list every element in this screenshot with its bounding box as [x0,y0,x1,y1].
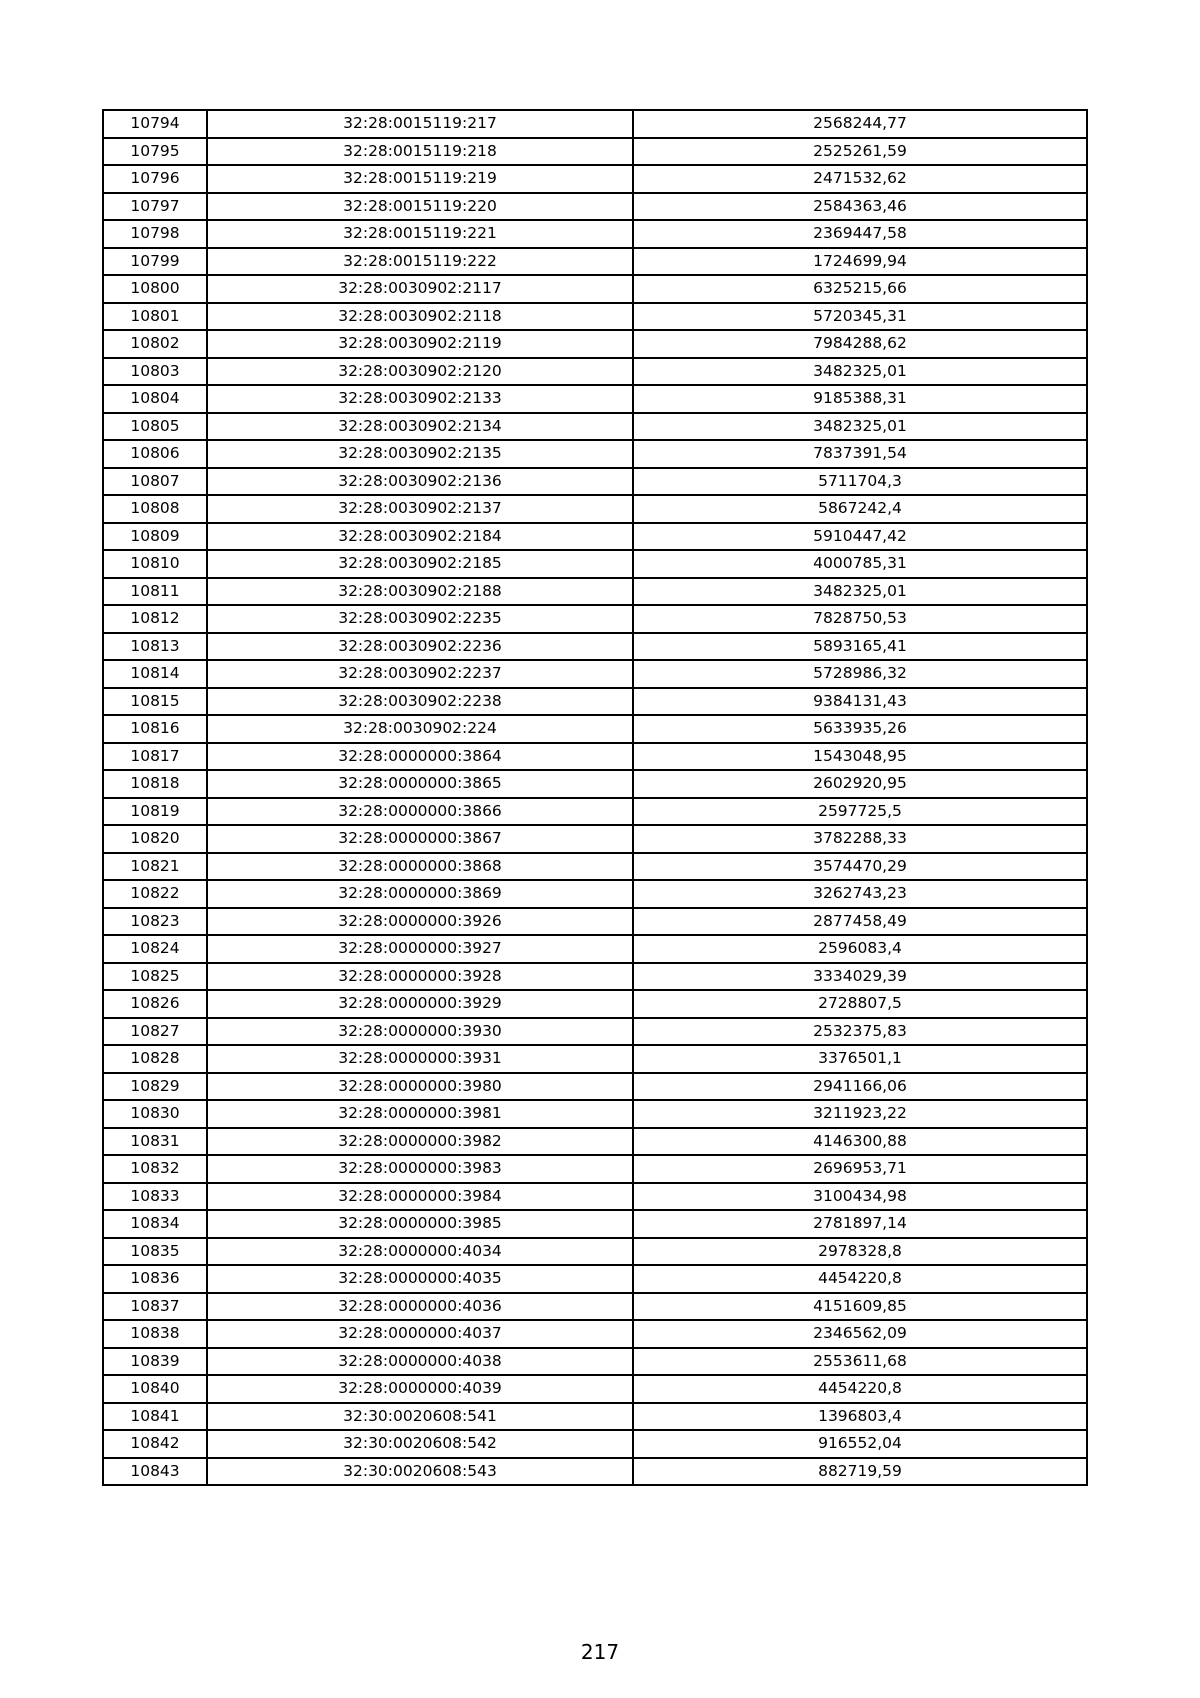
cadastral-value-cell: 5720345,31 [633,303,1087,331]
row-number-cell: 10795 [103,138,207,166]
row-number-cell: 10815 [103,688,207,716]
cadastral-number-cell: 32:28:0000000:3867 [207,825,633,853]
row-number-cell: 10836 [103,1265,207,1293]
table-row [103,248,1087,276]
row-number-cell: 10807 [103,468,207,496]
cadastral-value-cell: 9384131,43 [633,688,1087,716]
cadastral-number-cell: 32:28:0000000:3981 [207,1100,633,1128]
cadastral-value-cell: 7984288,62 [633,330,1087,358]
cadastral-number-cell: 32:28:0000000:4036 [207,1293,633,1321]
cadastral-value-cell: 1724699,94 [633,248,1087,276]
table-row [103,220,1087,248]
cadastral-number-cell: 32:28:0000000:4039 [207,1375,633,1403]
cadastral-number-cell: 32:28:0030902:2120 [207,358,633,386]
row-number-cell: 10835 [103,1238,207,1266]
table-row [103,1320,1087,1348]
cadastral-value-cell: 2525261,59 [633,138,1087,166]
table-row [103,1403,1087,1431]
cadastral-number-cell: 32:28:0000000:4034 [207,1238,633,1266]
table-row [103,110,1087,138]
row-number-cell: 10819 [103,798,207,826]
row-number-cell: 10810 [103,550,207,578]
table-row [103,303,1087,331]
table-row [103,1210,1087,1238]
table-row [103,633,1087,661]
cadastral-value-cell: 2584363,46 [633,193,1087,221]
table-row [103,1293,1087,1321]
row-number-cell: 10804 [103,385,207,413]
cadastral-number-cell: 32:28:0000000:3984 [207,1183,633,1211]
row-number-cell: 10838 [103,1320,207,1348]
cadastral-value-cell: 4146300,88 [633,1128,1087,1156]
row-number-cell: 10824 [103,935,207,963]
cadastral-number-cell: 32:28:0030902:2117 [207,275,633,303]
table-row [103,138,1087,166]
cadastral-value-cell: 2568244,77 [633,110,1087,138]
cadastral-number-cell: 32:28:0015119:220 [207,193,633,221]
table-row [103,495,1087,523]
cadastral-value-cell: 4454220,8 [633,1265,1087,1293]
row-number-cell: 10802 [103,330,207,358]
cadastral-number-cell: 32:28:0000000:4038 [207,1348,633,1376]
cadastral-number-cell: 32:28:0030902:2119 [207,330,633,358]
cadastral-number-cell: 32:28:0000000:3983 [207,1155,633,1183]
cadastral-value-cell: 5910447,42 [633,523,1087,551]
table-row [103,1045,1087,1073]
cadastral-value-cell: 3334029,39 [633,963,1087,991]
cadastral-number-cell: 32:28:0000000:3926 [207,908,633,936]
table-row [103,275,1087,303]
table-row [103,688,1087,716]
cadastral-number-cell: 32:28:0030902:2238 [207,688,633,716]
table-row [103,798,1087,826]
row-number-cell: 10806 [103,440,207,468]
table-row [103,578,1087,606]
table-row [103,605,1087,633]
cadastral-value-cell: 4454220,8 [633,1375,1087,1403]
row-number-cell: 10800 [103,275,207,303]
row-number-cell: 10843 [103,1458,207,1486]
table-row [103,1100,1087,1128]
table-row [103,1073,1087,1101]
row-number-cell: 10842 [103,1430,207,1458]
cadastral-value-cell: 5711704,3 [633,468,1087,496]
cadastral-number-cell: 32:28:0000000:4035 [207,1265,633,1293]
cadastral-value-cell: 5867242,4 [633,495,1087,523]
row-number-cell: 10828 [103,1045,207,1073]
table-row [103,330,1087,358]
cadastral-value-cell: 2941166,06 [633,1073,1087,1101]
cadastral-value-cell: 2532375,83 [633,1018,1087,1046]
cadastral-number-cell: 32:30:0020608:542 [207,1430,633,1458]
cadastral-number-cell: 32:28:0000000:3930 [207,1018,633,1046]
table-row [103,468,1087,496]
cadastral-value-cell: 1543048,95 [633,743,1087,771]
row-number-cell: 10812 [103,605,207,633]
cadastral-number-cell: 32:28:0030902:2237 [207,660,633,688]
table-row [103,358,1087,386]
table-row [103,1348,1087,1376]
cadastral-value-cell: 2978328,8 [633,1238,1087,1266]
cadastral-number-cell: 32:28:0015119:217 [207,110,633,138]
row-number-cell: 10817 [103,743,207,771]
row-number-cell: 10826 [103,990,207,1018]
cadastral-number-cell: 32:28:0000000:3866 [207,798,633,826]
row-number-cell: 10832 [103,1155,207,1183]
cadastral-number-cell: 32:28:0015119:222 [207,248,633,276]
cadastral-number-cell: 32:28:0015119:219 [207,165,633,193]
cadastral-value-cell: 3782288,33 [633,825,1087,853]
table-row [103,990,1087,1018]
table-row [103,165,1087,193]
cadastral-number-cell: 32:28:0015119:218 [207,138,633,166]
cadastral-value-cell: 2602920,95 [633,770,1087,798]
cadastral-value-cell: 2781897,14 [633,1210,1087,1238]
cadastral-number-cell: 32:28:0030902:2235 [207,605,633,633]
cadastral-value-cell: 4000785,31 [633,550,1087,578]
cadastral-number-cell: 32:28:0000000:3929 [207,990,633,1018]
table-row [103,1238,1087,1266]
cadastral-number-cell: 32:28:0000000:3927 [207,935,633,963]
row-number-cell: 10814 [103,660,207,688]
cadastral-value-cell: 2696953,71 [633,1155,1087,1183]
table-body [103,110,1087,1485]
cadastral-value-cell: 3376501,1 [633,1045,1087,1073]
cadastral-number-cell: 32:28:0030902:2185 [207,550,633,578]
cadastral-number-cell: 32:28:0030902:2118 [207,303,633,331]
table-row [103,963,1087,991]
row-number-cell: 10831 [103,1128,207,1156]
row-number-cell: 10813 [103,633,207,661]
cadastral-value-cell: 3262743,23 [633,880,1087,908]
cadastral-number-cell: 32:28:0030902:2134 [207,413,633,441]
row-number-cell: 10833 [103,1183,207,1211]
row-number-cell: 10822 [103,880,207,908]
cadastral-value-cell: 2596083,4 [633,935,1087,963]
cadastral-number-cell: 32:28:0000000:3985 [207,1210,633,1238]
table-row [103,1430,1087,1458]
cadastral-value-cell: 7828750,53 [633,605,1087,633]
table-row [103,853,1087,881]
table-row [103,550,1087,578]
cadastral-number-cell: 32:28:0015119:221 [207,220,633,248]
row-number-cell: 10794 [103,110,207,138]
row-number-cell: 10829 [103,1073,207,1101]
table-row [103,1128,1087,1156]
cadastral-number-cell: 32:28:0030902:2133 [207,385,633,413]
cadastral-value-cell: 2346562,09 [633,1320,1087,1348]
row-number-cell: 10797 [103,193,207,221]
table-row [103,1375,1087,1403]
row-number-cell: 10808 [103,495,207,523]
cadastral-number-cell: 32:30:0020608:541 [207,1403,633,1431]
cadastral-value-cell: 4151609,85 [633,1293,1087,1321]
row-number-cell: 10821 [103,853,207,881]
row-number-cell: 10839 [103,1348,207,1376]
row-number-cell: 10811 [103,578,207,606]
table-row [103,908,1087,936]
cadastral-value-table [102,109,1088,1486]
cadastral-number-cell: 32:28:0030902:2236 [207,633,633,661]
row-number-cell: 10801 [103,303,207,331]
cadastral-number-cell: 32:28:0000000:3864 [207,743,633,771]
cadastral-value-cell: 3482325,01 [633,358,1087,386]
table-row [103,193,1087,221]
row-number-cell: 10837 [103,1293,207,1321]
cadastral-number-cell: 32:28:0000000:3869 [207,880,633,908]
cadastral-number-cell: 32:28:0000000:3931 [207,1045,633,1073]
cadastral-number-cell: 32:28:0000000:3980 [207,1073,633,1101]
table-row [103,715,1087,743]
row-number-cell: 10841 [103,1403,207,1431]
row-number-cell: 10799 [103,248,207,276]
cadastral-value-cell: 2369447,58 [633,220,1087,248]
row-number-cell: 10796 [103,165,207,193]
row-number-cell: 10803 [103,358,207,386]
cadastral-number-cell: 32:28:0030902:2184 [207,523,633,551]
row-number-cell: 10798 [103,220,207,248]
cadastral-number-cell: 32:28:0030902:2188 [207,578,633,606]
cadastral-value-cell: 5728986,32 [633,660,1087,688]
cadastral-value-cell: 2471532,62 [633,165,1087,193]
row-number-cell: 10818 [103,770,207,798]
table-row [103,770,1087,798]
row-number-cell: 10809 [103,523,207,551]
cadastral-value-cell: 7837391,54 [633,440,1087,468]
cadastral-value-cell: 5633935,26 [633,715,1087,743]
row-number-cell: 10827 [103,1018,207,1046]
table-row [103,825,1087,853]
cadastral-number-cell: 32:28:0030902:224 [207,715,633,743]
cadastral-value-cell: 3100434,98 [633,1183,1087,1211]
cadastral-value-cell: 6325215,66 [633,275,1087,303]
row-number-cell: 10834 [103,1210,207,1238]
row-number-cell: 10830 [103,1100,207,1128]
cadastral-number-cell: 32:30:0020608:543 [207,1458,633,1486]
table-row [103,1155,1087,1183]
table-row [103,413,1087,441]
cadastral-value-cell: 3482325,01 [633,578,1087,606]
row-number-cell: 10820 [103,825,207,853]
cadastral-value-cell: 9185388,31 [633,385,1087,413]
page-number: 217 [580,1640,620,1664]
row-number-cell: 10840 [103,1375,207,1403]
table-row [103,660,1087,688]
cadastral-value-cell: 882719,59 [633,1458,1087,1486]
cadastral-number-cell: 32:28:0000000:4037 [207,1320,633,1348]
table-row [103,880,1087,908]
table-row [103,1018,1087,1046]
cadastral-value-cell: 2877458,49 [633,908,1087,936]
cadastral-number-cell: 32:28:0000000:3982 [207,1128,633,1156]
cadastral-value-cell: 2728807,5 [633,990,1087,1018]
table-row [103,385,1087,413]
cadastral-number-cell: 32:28:0030902:2137 [207,495,633,523]
table-row [103,935,1087,963]
table-row [103,743,1087,771]
row-number-cell: 10823 [103,908,207,936]
table-row [103,1183,1087,1211]
cadastral-number-cell: 32:28:0000000:3865 [207,770,633,798]
cadastral-value-cell: 1396803,4 [633,1403,1087,1431]
row-number-cell: 10805 [103,413,207,441]
cadastral-value-cell: 3211923,22 [633,1100,1087,1128]
cadastral-number-cell: 32:28:0000000:3868 [207,853,633,881]
table-row [103,1458,1087,1486]
row-number-cell: 10825 [103,963,207,991]
cadastral-number-cell: 32:28:0030902:2136 [207,468,633,496]
cadastral-number-cell: 32:28:0030902:2135 [207,440,633,468]
cadastral-value-cell: 3574470,29 [633,853,1087,881]
cadastral-number-cell: 32:28:0000000:3928 [207,963,633,991]
row-number-cell: 10816 [103,715,207,743]
cadastral-value-cell: 2553611,68 [633,1348,1087,1376]
table-row [103,523,1087,551]
cadastral-value-cell: 5893165,41 [633,633,1087,661]
table-row [103,1265,1087,1293]
table-row [103,440,1087,468]
cadastral-value-cell: 2597725,5 [633,798,1087,826]
cadastral-value-cell: 3482325,01 [633,413,1087,441]
cadastral-value-cell: 916552,04 [633,1430,1087,1458]
